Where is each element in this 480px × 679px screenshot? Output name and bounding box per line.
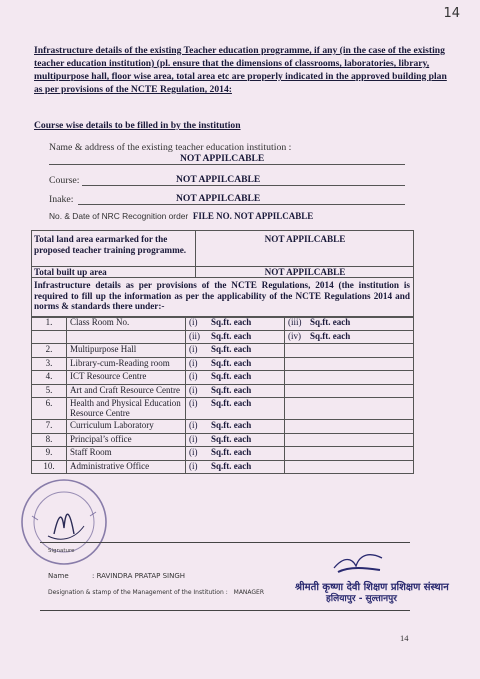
built-area-label: Total built up area [34,267,107,277]
table-row [32,371,414,385]
nrc-label: No. & Date of NRC Recognition order [49,211,189,221]
row-area-1 [186,384,285,398]
row-area-1-index: (i) [189,398,198,408]
built-divider [195,266,196,277]
table-row [32,420,414,434]
nrc-value: FILE NO. NOT APPILCABLE [192,211,314,221]
row-area-1 [186,344,285,358]
course-line [82,185,405,186]
corner-page-mark: 14 [443,6,460,21]
table-row [32,384,414,398]
row-room-name: Library-cum-Reading room [67,357,186,371]
row-area-1 [186,330,285,344]
row-area-1 [186,447,285,461]
intake-line [78,204,405,205]
row-area-2 [285,460,414,474]
land-area-value: NOT APPILCABLE [264,234,346,244]
row-area-1-unit: Sq.ft. each [211,384,252,395]
row-area-2-unit: Sq.ft. each [310,317,351,327]
row-area-2 [285,330,414,344]
row-area-1 [186,357,285,371]
row-area-1-index: (ii) [189,330,200,341]
course-label: Course: [49,175,80,186]
footer-line [40,610,410,611]
name-address-line [49,164,405,165]
row-area-2-index: (iii) [288,317,302,327]
built-area-value: NOT APPILCABLE [264,267,346,277]
intake-label: Inake: [49,194,74,205]
row-area-1-unit: Sq.ft. each [211,330,252,341]
row-area-2 [285,344,414,358]
intake-value: NOT APPILCABLE [176,193,261,204]
row-area-1-index: (i) [189,460,198,471]
row-number [32,330,67,344]
row-area-1-unit: Sq.ft. each [211,398,252,408]
stamp-address: हलियापुर - सुल्तानपुर [326,594,397,604]
row-area-1-index: (i) [189,420,198,430]
row-area-2-unit: Sq.ft. each [310,330,351,341]
course-heading: Course wise details to be filled in by the institution [34,120,241,131]
row-room-name: Art and Craft Resource Centre [67,384,186,398]
signature-label: Signature [48,548,75,554]
row-number: 1. [32,317,67,331]
table-row [32,330,414,344]
row-area-1 [186,317,285,331]
nrc-row [49,211,313,221]
row-area-1 [186,420,285,434]
row-number: 5. [32,384,67,398]
row-number: 10. [32,460,67,474]
row-room-name: Class Room No. [67,317,186,331]
page-number: 14 [400,633,409,643]
row-number: 4. [32,371,67,385]
infrastructure-table [31,316,414,474]
table-row [32,433,414,447]
stamp-institution-name: श्रीमती कृष्णा देवी शिक्षण प्रशिक्षण संस्थान [295,582,449,593]
row-number: 6. [32,398,67,420]
row-number: 3. [32,357,67,371]
row-area-1-index: (i) [189,384,198,395]
row-room-name: Principal’s office [67,433,186,447]
name-address-label: Name & address of the existing teacher education institution : [49,142,292,153]
row-area-2 [285,357,414,371]
row-area-1 [186,398,285,420]
land-area-label: Total land area earmarked for the proposed teacher training programme. [34,234,187,255]
row-room-name: Curriculum Laboratory [67,420,186,434]
row-area-2 [285,371,414,385]
row-number: 9. [32,447,67,461]
designation-value: MANAGER [233,589,265,596]
row-area-1-index: (i) [189,433,198,444]
row-area-1-unit: Sq.ft. each [211,420,252,430]
row-area-1-unit: Sq.ft. each [211,460,252,471]
manager-signature-icon [330,548,390,578]
row-number: 2. [32,344,67,358]
row-area-1-index: (i) [189,344,198,354]
name-value: : RAVINDRA PRATAP SINGH [92,572,186,580]
row-area-2 [285,447,414,461]
table-row [32,317,414,331]
row-room-name: ICT Resource Centre [67,371,186,385]
row-room-name: Multipurpose Hall [67,344,186,358]
row-area-2 [285,398,414,420]
land-divider [195,230,196,267]
row-area-1-index: (i) [189,447,198,457]
row-area-2 [285,420,414,434]
row-area-1-unit: Sq.ft. each [211,447,252,457]
row-area-1 [186,371,285,385]
designation-label: Designation & stamp of the Management of the Institution : [48,589,228,596]
row-area-1 [186,460,285,474]
section-heading: Infrastructure details of the existing Teacher education programme, if any (in the case of the existing teacher education institution) (pl. ensure that the dimensions of classrooms, laboratories, library, multipurpose hall, floor wise area, total area etc are properly indicated in the approved building plan as per provisions of the NCTE Regulation, 2014: [34,45,447,95]
row-area-1-unit: Sq.ft. each [211,317,252,327]
row-area-1-index: (i) [189,317,198,327]
row-area-1-index: (i) [189,357,198,368]
table-row [32,398,414,420]
designation-row [48,589,264,596]
row-room-name: Health and Physical Education Resource Centre [67,398,186,420]
row-number: 8. [32,433,67,447]
table-row [32,344,414,358]
row-area-1-unit: Sq.ft. each [211,433,252,444]
course-value: NOT APPILCABLE [176,174,261,185]
row-area-2-index: (iv) [288,330,301,341]
row-area-1 [186,433,285,447]
row-area-1-unit: Sq.ft. each [211,371,252,381]
table-row [32,460,414,474]
row-area-2 [285,317,414,331]
row-area-2 [285,433,414,447]
row-area-2 [285,384,414,398]
name-address-value: NOT APPILCABLE [180,153,265,164]
row-area-1-unit: Sq.ft. each [211,357,252,368]
row-room-name [67,330,186,344]
round-seal-icon [18,476,110,568]
signature-line [40,542,410,543]
infrastructure-note: Infrastructure details as per provisions of the NCTE Regulations, 2014 (the institution is required to fill up the information as per the applicability of the NCTE Regulations 2014 and norms & standards there under:- [34,280,410,311]
row-number: 7. [32,420,67,434]
row-area-1-unit: Sq.ft. each [211,344,252,354]
row-room-name: Staff Room [67,447,186,461]
name-label: Name [48,572,69,580]
row-room-name: Administrative Office [67,460,186,474]
table-row [32,357,414,371]
row-area-1-index: (i) [189,371,198,381]
table-row [32,447,414,461]
